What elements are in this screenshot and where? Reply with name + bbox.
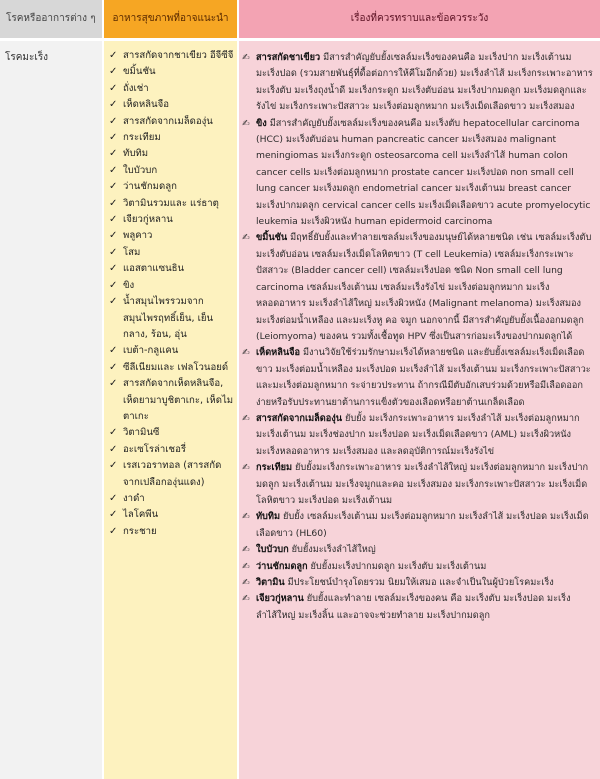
herb-item [108, 360, 236, 376]
note-text: ยับยั้งมะเร็งลำไส้ใหญ่ [291, 544, 376, 556]
note-title: เห็ดหลินจือ [256, 347, 301, 359]
pen-icon: ✍ [242, 512, 250, 523]
herb-item [108, 196, 236, 212]
note-title: ใบบัวบก [256, 544, 289, 556]
pen-icon: ✍ [242, 594, 250, 605]
note-item [242, 460, 596, 509]
herb-item [108, 130, 236, 146]
herb-item [108, 81, 236, 97]
note-text: มีฤทธิ์ยับยั้งและทำลายเซลล์มะเร็งของมนุษย์ได้หลายชนิด เช่น เซลล์มะเร็งตับ มะเร็งตับอ่อน เซลล์มะเร็งเม็ดโลหิตขาว (T cell Leukemia) เซลล์มะเร็งกระเพาะปัสสาวะ (Bladder cancer cell) เซลล์มะเร็งปอด ชนิด Non small cell lung carcinoma เซลล์มะเร็งเต้านม เซลล์มะเร็งรังไข่ มะเร็งต่อมลูกหมาก มะเร็งหลอดอาหาร มะเร็งลำไส้ใหญ่ มะเร็งผิวหนัง (Malignant melanoma) มะเร็งสมอง มะเร็งต่อมน้ำเหลือง และมะเร็งหู คอ จมูก นอกจากนี้ มีสารสำคัญยับยั้งเนื้องอกมดลูก (Leiomyoma) ของคน รวมทั้งเชื้อทูด HPV ซึ่งเป็นสารก่อมะเร็งของปากมดลูกได้ [256, 232, 592, 342]
herb-name: พลูคาว [123, 230, 153, 242]
check-icon: ✓ [109, 197, 118, 209]
check-icon: ✓ [109, 427, 118, 439]
check-icon: ✓ [109, 246, 118, 258]
note-item [242, 509, 596, 542]
disease-name: โรคมะเร็ง [5, 52, 49, 63]
herb-item [108, 425, 236, 441]
herb-item [108, 228, 236, 244]
herb-item [108, 491, 236, 507]
disease-column [0, 0, 102, 779]
herb-name: เจียวกู่หลาน [123, 214, 173, 226]
note-title: ทับทิม [256, 511, 281, 523]
note-item [242, 575, 596, 591]
pen-icon: ✍ [242, 561, 250, 572]
herb-item [108, 294, 236, 343]
pen-icon: ✍ [242, 545, 250, 556]
herb-name: ไลโคพีน [123, 509, 159, 521]
pen-icon: ✍ [242, 118, 250, 129]
herb-item [108, 278, 236, 294]
note-item [242, 559, 596, 575]
herb-name: วิตามินรวมและ แร่ธาตุ [123, 197, 219, 209]
note-text: มีสารสำคัญยับยั้งเซลล์มะเร็งของคนคือ มะเร็งปาก มะเร็งเต้านม มะเร็งปอด (รวมสายพันธุ์ที่ดื้อต่อการให้คีโมอีกด้วย) มะเร็งลำไส้ มะเร็งกระเพาะอาหาร มะเร็งตับ มะเร็งถุงน้ำดี มะเร็งกระดูก มะเร็งตับอ่อน มะเร็งปากมดลูก มะเร็งมดลูกและรังไข่ มะเร็งกระเพาะปัสสาวะ มะเร็งต่อมลูกหมาก มะเร็งเม็ดเลือดขาว มะเร็งสมอง [256, 52, 593, 113]
herb-name: กระชาย [123, 525, 157, 537]
check-icon: ✓ [109, 345, 118, 357]
check-icon: ✓ [109, 296, 118, 308]
check-icon: ✓ [109, 443, 118, 455]
check-icon: ✓ [109, 214, 118, 226]
note-text: ยับยั้งและทำลาย เซลล์มะเร็งของคน คือ มะเร็งตับ มะเร็งปอด มะเร็งลำไส้ใหญ่ มะเร็งลิ้น และอาจจะช่วยทำลาย มะเร็งปากมดลูก [256, 593, 571, 621]
herb-item [108, 507, 236, 523]
herb-name: ว่านชักมดลูก [123, 181, 177, 193]
note-title: สารสกัดจากเมล็ดองุ่น [256, 412, 343, 424]
herb-item [108, 261, 236, 277]
herb-name: ซีลีเนียมและ เฟลโวนอยด์ [123, 361, 229, 373]
note-text: ยับยั้งมะเร็งกระเพาะอาหาร มะเร็งลำไส้ใหญ่ มะเร็งต่อมลูกหมาก มะเร็งปากมดลูก มะเร็งเต้านม มะเร็งจมูกและคอ มะเร็งสมอง มะเร็งกระเพาะปัสสาวะ มะเร็งเม็ดโลหิตขาว มะเร็งปอด มะเร็งเต้านม [256, 462, 589, 506]
herb-name: สารสกัดจากเห็ดหลินจือ, เห็ดยามาบูชิตาเกะ, เห็ดไมตาเกะ [123, 378, 234, 422]
note-title: ขิง [256, 117, 267, 129]
note-title: ว่านชักมดลูก [256, 560, 308, 572]
note-title: สารสกัดชาเขียว [256, 52, 321, 63]
note-item [242, 542, 596, 558]
herb-name: อะเซโรล่าเชอรี่ [123, 443, 186, 455]
header-recommended-food: อาหารสุขภาพที่อาจแนะนำ [104, 0, 237, 38]
check-icon: ✓ [109, 525, 118, 537]
check-icon: ✓ [109, 164, 118, 176]
check-icon: ✓ [109, 181, 118, 193]
herb-item [108, 179, 236, 195]
herb-name: ใบบัวบก [123, 164, 158, 176]
header-disease: โรคหรืออาการต่าง ๆ [0, 0, 102, 38]
herb-name: โสม [123, 246, 141, 258]
herb-name: ขมิ้นชัน [123, 66, 156, 78]
herb-name: ขิง [123, 279, 135, 291]
herb-name: ถั่งเช่า [123, 82, 149, 94]
herb-name: เรสเวอราทอล (สารสกัดจากเปลือกองุ่นแดง) [123, 460, 222, 488]
herb-item [108, 97, 236, 113]
pen-icon: ✍ [242, 53, 250, 63]
check-icon: ✓ [109, 230, 118, 242]
check-icon: ✓ [109, 378, 118, 390]
herb-item [108, 343, 236, 359]
herb-item [108, 212, 236, 228]
note-title: กระเทียม [256, 462, 293, 474]
herb-item [108, 245, 236, 261]
note-item [242, 230, 596, 345]
herb-name: เบต้า-กลูแคน [123, 345, 179, 357]
herb-item [108, 114, 236, 130]
herb-name: สารสกัดจากชาเขียว อีจีซีจี [123, 50, 234, 61]
herb-list [108, 48, 236, 540]
herb-item [108, 146, 236, 162]
note-title: ขมิ้นชัน [256, 232, 288, 244]
herb-name: สารสกัดจากเมล็ดองุ่น [123, 115, 213, 127]
herb-name: น้ำสมุนไพรรวมจาก สมุนไพรฤทธิ์เย็น, เย็นกลาง, ร้อน, อุ่น [123, 296, 214, 340]
check-icon: ✓ [109, 460, 118, 472]
header-notes-cautions: เรื่องที่ควรทราบและข้อควรระวัง [239, 0, 600, 38]
note-item [242, 50, 596, 116]
note-text: มีประโยชน์บำรุงโดยรวม นิยมให้เสมอ และจำเป็นในผู้ป่วยโรคมะเร็ง [287, 577, 554, 588]
note-text: มีสารสำคัญยับยั้งเซลล์มะเร็งของคนคือ มะเร็งตับ hepatocellular carcinoma (HCC) มะเร็งตับอ่อน human pancreatic cancer มะเร็งสมอง malignant meningiomas มะเร็งกระดูก osteosarcoma cell มะเร็งลำไส้ human colon cancer cells มะเร็งต่อมลูกหมาก prostate cancer มะเร็งปอด non small cell lung cancer มะเร็งมดลูก endometrial cancer มะเร็งเต้านม breast cancer มะเร็งปากมดลูก cervical cancer cells มะเร็งเม็ดเลือดขาว acute promyelocytic leukemia มะเร็งผิวหนัง human epidermoid carcinoma [256, 117, 591, 228]
pen-icon: ✍ [242, 348, 250, 359]
note-text: ยับยั้ง เซลล์มะเร็งเต้านม มะเร็งต่อมลูกหมาก มะเร็งลำไส้ มะเร็งปอด มะเร็งเม็ดเลือดขาว (HL60) [256, 511, 589, 539]
herb-name: แอสตาแซนธิน [123, 263, 185, 275]
pen-icon: ✍ [242, 463, 250, 474]
check-icon: ✓ [109, 132, 118, 144]
check-icon: ✓ [109, 263, 118, 275]
check-icon: ✓ [109, 66, 118, 78]
herb-name: ทับทิม [123, 148, 149, 160]
check-icon: ✓ [109, 279, 118, 291]
note-text: ยับยั้งมะเร็งปากมดลูก มะเร็งตับ มะเร็งเต้านม [310, 560, 487, 572]
check-icon: ✓ [109, 148, 118, 160]
notes-list [242, 50, 596, 624]
note-title: เจียวกู่หลาน [256, 593, 304, 605]
herb-item [108, 376, 236, 425]
check-icon: ✓ [109, 509, 118, 521]
herb-item [108, 442, 236, 458]
herb-item [108, 458, 236, 491]
note-item [242, 591, 596, 624]
herb-item [108, 64, 236, 80]
note-item [242, 411, 596, 460]
herb-name: เห็ดหลินจือ [123, 99, 169, 111]
check-icon: ✓ [109, 492, 118, 504]
herb-name: งาดำ [123, 492, 145, 504]
pen-icon: ✍ [242, 578, 250, 588]
herb-item [108, 48, 236, 64]
note-text: ยับยั้ง มะเร็งกระเพาะอาหาร มะเร็งลำไส้ มะเร็งต่อมลูกหมาก มะเร็งเต้านม มะเร็งช่องปาก มะเร็งปอด มะเร็งเม็ดเลือดขาว (AML) มะเร็งผิวหนัง มะเร็งหลอดอาหาร มะเร็งสมอง และลดอุบัติการณ์มะเร็งรังไข่ [256, 412, 580, 457]
check-icon: ✓ [109, 82, 118, 94]
check-icon: ✓ [109, 361, 118, 373]
herb-item [108, 163, 236, 179]
note-item [242, 116, 596, 231]
herb-item [108, 524, 236, 540]
note-title: วิตามิน [256, 577, 285, 588]
header-divider [0, 38, 600, 41]
note-text: มีงานวิจัยใช้ร่วมรักษามะเร็งได้หลายชนิด และยับยั้งเซลล์มะเร็งเม็ดเลือดขาว มะเร็งต่อมน้ำเหลือง มะเร็งปอด มะเร็งลำไส้ มะเร็งเต้านม มะเร็งกระเพาะปัสสาวะ และมะเร็งต่อมลูกหมาก ระจ่ายวประทาน ถ้ากรณีมีตับอักเสบร่วมด้วยหรือมีเลือดออกง่ายหรือรับประทานยาต้านการแข็งตัวของเลือดหรือยาต้านเกล็ดเลือด [256, 347, 591, 408]
check-icon: ✓ [109, 115, 118, 127]
pen-icon: ✍ [242, 413, 250, 424]
note-item [242, 345, 596, 411]
check-icon: ✓ [109, 99, 118, 111]
pen-icon: ✍ [242, 233, 250, 244]
herb-name: วิตามินซี [123, 427, 160, 439]
check-icon: ✓ [109, 50, 118, 61]
herb-name: กระเทียม [123, 132, 161, 144]
